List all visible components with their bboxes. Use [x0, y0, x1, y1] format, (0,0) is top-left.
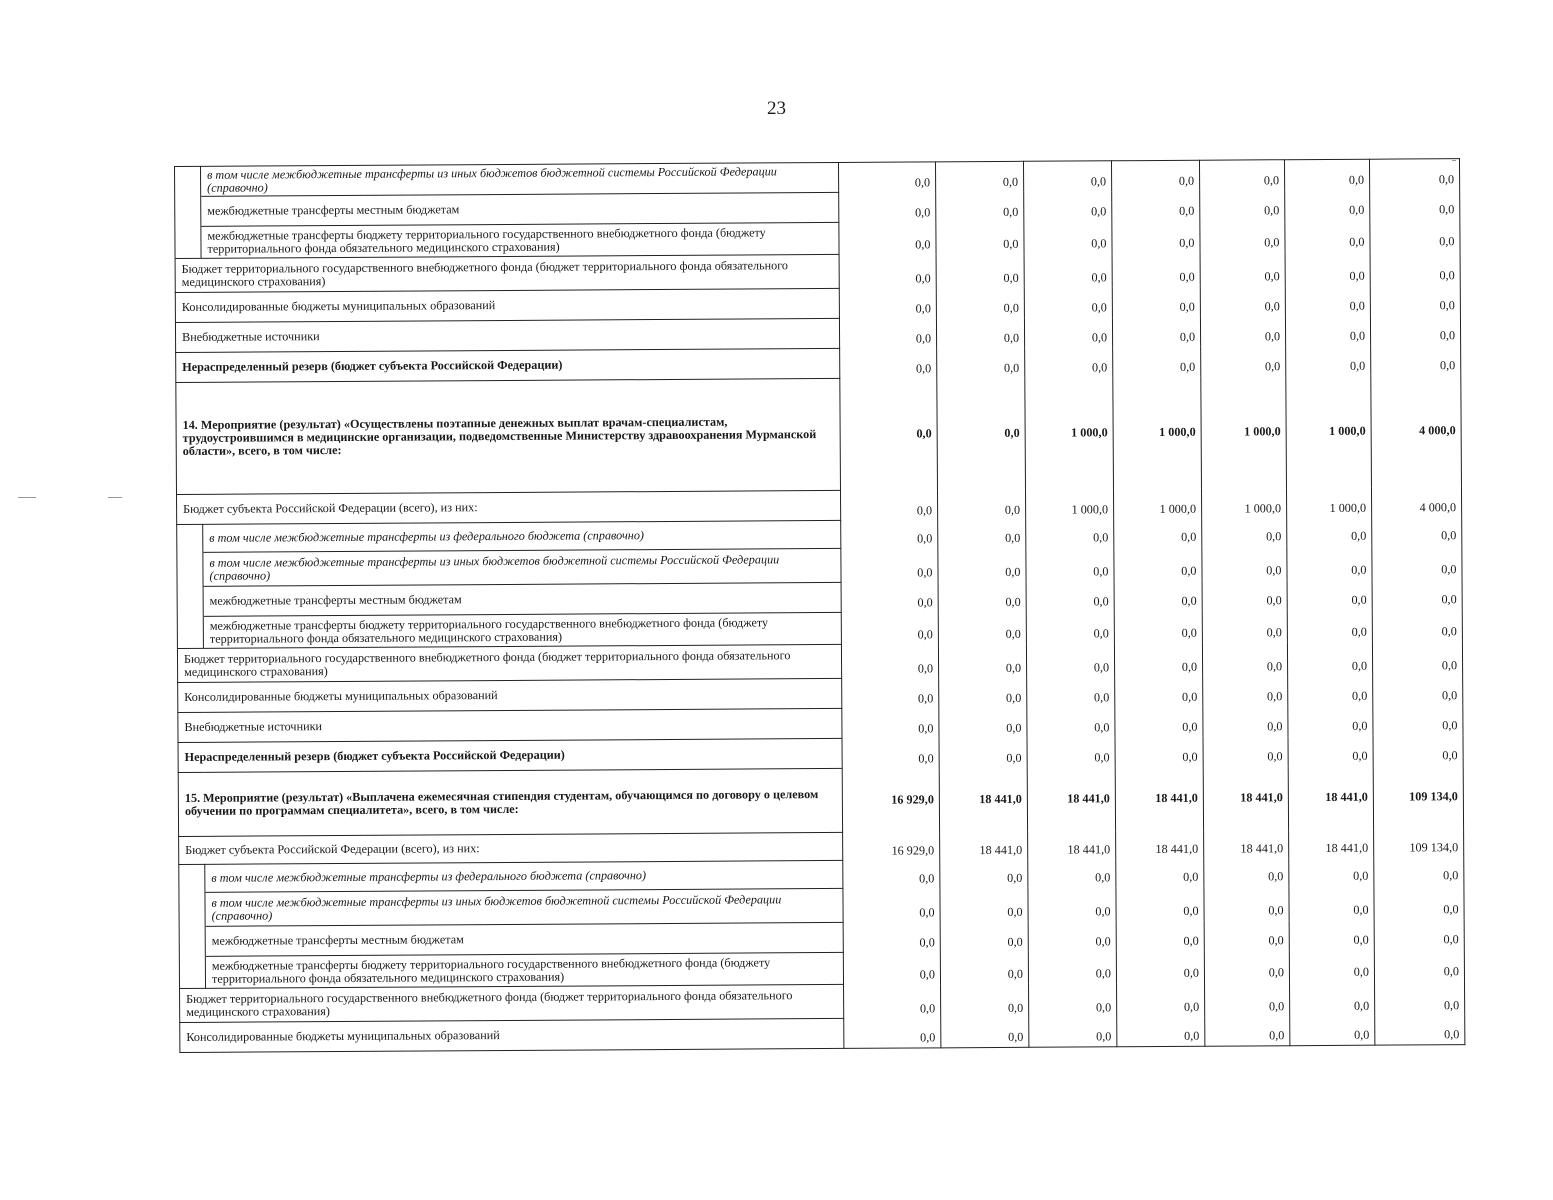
value-cell: 0,0 [1369, 159, 1459, 190]
value-cell: 0,0 [940, 951, 1028, 984]
value-cell: 0,0 [1115, 736, 1203, 767]
value-cell: 18 441,0 [1116, 830, 1204, 859]
value-cell: 0,0 [1026, 581, 1114, 612]
value-cell: 0,0 [1204, 858, 1289, 887]
value-cell: 1 000,0 [1113, 488, 1201, 519]
value-cell: 0,0 [1026, 547, 1114, 582]
indent-cell [177, 524, 203, 552]
value-cell: 0,0 [1287, 609, 1372, 642]
value-cell: 0,0 [1116, 920, 1204, 951]
value-cell: 0,0 [840, 378, 938, 491]
row-label: в том числе межбюджетные трансферты из иных бюджетов бюджетной системы Российской Федерации (справочно) [203, 548, 841, 586]
row-label: Нераспределенный резерв (бюджет субъекта Российской Федерации) [178, 738, 842, 772]
value-cell: 18 441,0 [1289, 829, 1374, 858]
value-cell: 0,0 [1024, 253, 1112, 288]
value-cell: 0,0 [841, 644, 938, 679]
value-cell: 0,0 [1204, 886, 1289, 921]
row-label: межбюджетные трансферты местным бюджетам [201, 192, 839, 226]
value-cell: 0,0 [842, 708, 939, 739]
value-cell: 0,0 [1373, 735, 1463, 766]
value-cell: 18 441,0 [1115, 766, 1203, 831]
value-cell: 0,0 [1027, 677, 1115, 708]
value-cell: 0,0 [936, 317, 1024, 348]
row-label: Бюджет субъекта Российской Федерации (всего), из них: [177, 490, 841, 524]
value-cell: 0,0 [1200, 316, 1285, 347]
budget-table [174, 158, 1465, 1053]
value-cell: 0,0 [1204, 920, 1289, 951]
row-label: в том числе межбюджетные трансферты из иных бюджетов бюджетной системы Российской Федерации (справочно) [201, 162, 839, 196]
row-label: в том числе межбюджетные трансферты из федерального бюджета (справочно) [205, 860, 843, 892]
value-cell: 0,0 [938, 547, 1026, 582]
value-cell: 0,0 [937, 489, 1025, 520]
row-label: Бюджет территориального государственного внебюджетного фонда (бюджет территориального фонда обязательного медицинского страхования) [175, 254, 839, 292]
value-cell: 0,0 [1289, 949, 1374, 982]
margin-mark [108, 497, 122, 498]
value-cell: 0,0 [840, 348, 937, 379]
value-cell: 0,0 [1288, 675, 1373, 706]
value-cell: 0,0 [940, 921, 1028, 952]
value-cell: 0,0 [1112, 316, 1200, 347]
value-cell: 0,0 [1289, 857, 1374, 886]
value-cell: 0,0 [1285, 315, 1370, 346]
value-cell: 0,0 [1024, 317, 1112, 348]
value-cell: 0,0 [841, 582, 938, 613]
value-cell: 0,0 [1200, 190, 1285, 221]
value-cell: 0,0 [938, 643, 1026, 678]
value-cell: 0,0 [844, 984, 941, 1019]
value-cell: 0,0 [1111, 160, 1199, 191]
value-cell: 0,0 [1375, 981, 1465, 1016]
value-cell: 0,0 [1374, 949, 1464, 982]
value-cell: 0,0 [1288, 735, 1373, 766]
value-cell: 0,0 [1288, 705, 1373, 736]
value-cell: 0,0 [843, 922, 940, 953]
value-cell: 0,0 [840, 490, 937, 521]
value-cell: 0,0 [1285, 251, 1370, 286]
value-cell: 0,0 [1290, 1015, 1375, 1046]
value-cell: 0,0 [1024, 191, 1112, 222]
row-label: Бюджет субъекта Российской Федерации (всего), из них: [179, 832, 843, 864]
value-cell: 0,0 [1112, 252, 1200, 287]
indent-cell [177, 552, 203, 586]
value-cell: 0,0 [1024, 221, 1112, 254]
value-cell: 0,0 [1289, 919, 1374, 950]
value-cell: 0,0 [1023, 161, 1111, 192]
value-cell: 0,0 [1116, 886, 1204, 921]
value-cell: 0,0 [1287, 579, 1372, 610]
value-cell: 109 134,0 [1373, 765, 1463, 830]
value-cell: 0,0 [941, 983, 1029, 1018]
value-cell: 0,0 [938, 519, 1026, 548]
row-label: межбюджетные трансферты бюджету территориального государственного внебюджетного фонда (бюджету территориального фонда обязательного медицинского страхования) [203, 612, 841, 648]
value-cell: 0,0 [1115, 706, 1203, 737]
value-cell: 0,0 [1375, 1015, 1465, 1046]
value-cell: 0,0 [1117, 1016, 1205, 1047]
row-label: Нераспределенный резерв (бюджет субъекта Российской Федерации) [176, 348, 840, 382]
value-cell: 0,0 [1202, 580, 1287, 611]
value-cell: 4 000,0 [1371, 487, 1461, 518]
value-cell: 0,0 [842, 678, 939, 709]
value-cell: 0,0 [1285, 219, 1370, 252]
value-cell: 0,0 [1114, 610, 1202, 643]
value-cell: 0,0 [1199, 160, 1284, 191]
value-cell: 0,0 [1024, 287, 1112, 318]
value-cell: 0,0 [841, 520, 938, 549]
row-label: Консолидированные бюджеты муниципальных образований [180, 1018, 844, 1052]
row-label: межбюджетные трансферты бюджету территориального государственного внебюджетного фонда (бюджету территориального фонда обязательного медицинского страхования) [205, 952, 843, 988]
table-row [178, 765, 1463, 837]
value-cell: 0,0 [1112, 220, 1200, 253]
value-cell: 0,0 [839, 222, 936, 255]
value-cell: 1 000,0 [1025, 377, 1114, 490]
value-cell: 0,0 [1203, 706, 1288, 737]
value-cell: 0,0 [940, 887, 1028, 922]
value-cell: 0,0 [1202, 642, 1287, 677]
value-cell: 0,0 [1026, 611, 1114, 644]
value-cell: 0,0 [1372, 517, 1462, 546]
value-cell: 0,0 [1370, 219, 1460, 252]
row-label: Бюджет территориального государственного внебюджетного фонда (бюджет территориального фонда обязательного медицинского страхования) [180, 984, 844, 1022]
value-cell: 0,0 [842, 738, 939, 769]
value-cell: 0,0 [1026, 519, 1114, 548]
value-cell: 0,0 [1370, 189, 1460, 220]
value-cell: 0,0 [1114, 580, 1202, 611]
value-cell: 1 000,0 [1286, 375, 1372, 488]
value-cell: 1 000,0 [1201, 376, 1287, 489]
value-cell: 0,0 [1200, 286, 1285, 317]
indent-cell [177, 616, 203, 648]
row-label: в том числе межбюджетные трансферты из иных бюджетов бюджетной системы Российской Федерации (справочно) [205, 888, 843, 926]
row-label: межбюджетные трансферты местным бюджетам [203, 582, 841, 616]
value-cell: 0,0 [1372, 579, 1462, 610]
row-label: Внебюджетные источники [178, 708, 842, 742]
indent-cell [175, 166, 201, 196]
value-cell: 0,0 [1372, 545, 1462, 580]
row-label: в том числе межбюджетные трансферты из федерального бюджета (справочно) [203, 520, 841, 552]
value-cell: 0,0 [1287, 641, 1372, 676]
value-cell: 0,0 [939, 737, 1027, 768]
value-cell: 0,0 [1027, 737, 1115, 768]
value-cell: 0,0 [839, 318, 936, 349]
value-cell: 16 929,0 [843, 832, 940, 861]
value-cell: 0,0 [843, 860, 940, 889]
value-cell: 0,0 [1026, 643, 1114, 678]
value-cell: 0,0 [1287, 545, 1372, 580]
margin-mark [18, 497, 36, 498]
value-cell: 0,0 [1285, 189, 1370, 220]
value-cell: 0,0 [1372, 609, 1462, 642]
row-label: 14. Мероприятие (результат) «Осуществлены поэтапные денежных выплат врачам-специалистам, трудоустроившимся в медицинские организации, подведомственные Министерству здравоохранения Мурманской области», всего, в том числе: [176, 378, 841, 494]
value-cell: 0,0 [839, 192, 936, 223]
value-cell: 0,0 [1116, 858, 1204, 887]
page-number: 23 [767, 98, 786, 119]
value-cell: 0,0 [1200, 220, 1285, 253]
value-cell: 0,0 [841, 548, 938, 583]
value-cell: 0,0 [1115, 676, 1203, 707]
value-cell: 0,0 [1112, 286, 1200, 317]
row-label: 15. Мероприятие (результат) «Выплачена ежемесячная стипендия студентам, обучающимся по договору о целевом обучении по программам специалитета», всего, в том числе: [178, 768, 842, 836]
value-cell: 0,0 [843, 952, 940, 985]
value-cell: 18 441,0 [1288, 765, 1373, 830]
value-cell: 1 000,0 [1025, 489, 1113, 520]
value-cell: 0,0 [1114, 642, 1202, 677]
value-cell: 0,0 [1028, 921, 1116, 952]
value-cell: 0,0 [1114, 518, 1202, 547]
value-cell: 0,0 [1028, 951, 1116, 984]
value-cell: 0,0 [1370, 285, 1460, 316]
value-cell: 0,0 [843, 888, 940, 923]
value-cell: 0,0 [1374, 857, 1464, 886]
value-cell: 0,0 [1373, 675, 1463, 706]
indent-cell [177, 586, 203, 616]
budget-table-sheet [174, 158, 1464, 1053]
value-cell: 18 441,0 [1203, 766, 1288, 831]
value-cell: 0,0 [844, 1018, 941, 1049]
value-cell: 18 441,0 [940, 831, 1028, 860]
value-cell: 0,0 [1112, 190, 1200, 221]
value-cell: 0,0 [1200, 252, 1285, 287]
value-cell: 0,0 [1028, 887, 1116, 922]
value-cell: 0,0 [1028, 859, 1116, 888]
value-cell: 0,0 [938, 581, 1026, 612]
value-cell: 0,0 [1374, 885, 1464, 920]
value-cell: 0,0 [1286, 345, 1371, 376]
value-cell: 0,0 [1370, 251, 1460, 286]
row-label: межбюджетные трансферты местным бюджетам [205, 922, 843, 956]
value-cell: 0,0 [1287, 517, 1372, 546]
value-cell: 0,0 [1114, 546, 1202, 581]
value-cell: 0,0 [939, 677, 1027, 708]
value-cell: 0,0 [941, 1017, 1029, 1048]
value-cell: 0,0 [1116, 950, 1204, 983]
value-cell: 0,0 [838, 162, 935, 193]
value-cell: 0,0 [1029, 983, 1117, 1018]
value-cell: 0,0 [1113, 346, 1201, 377]
value-cell: 1 000,0 [1201, 488, 1286, 519]
value-cell: 0,0 [1285, 285, 1370, 316]
value-cell: 0,0 [936, 221, 1024, 254]
indent-cell [175, 196, 201, 226]
value-cell: 0,0 [1025, 347, 1113, 378]
value-cell: 4 000,0 [1371, 375, 1462, 488]
value-cell: 0,0 [936, 287, 1024, 318]
indent-cell [175, 226, 201, 258]
value-cell: 0,0 [1117, 982, 1205, 1017]
value-cell: 0,0 [1372, 641, 1462, 676]
value-cell: 109 134,0 [1374, 829, 1464, 858]
value-cell: 0,0 [1204, 950, 1289, 983]
value-cell: 0,0 [935, 161, 1023, 192]
value-cell: 0,0 [938, 611, 1026, 644]
value-cell: 0,0 [1290, 981, 1375, 1016]
value-cell: 18 441,0 [1204, 830, 1289, 859]
row-label: Внебюджетные источники [175, 318, 839, 352]
indent-cell [179, 956, 205, 988]
indent-cell [179, 926, 205, 956]
value-cell: 18 441,0 [1027, 767, 1115, 832]
value-cell: 0,0 [940, 859, 1028, 888]
value-cell: 0,0 [839, 254, 936, 289]
value-cell: 0,0 [1284, 159, 1369, 190]
value-cell: 0,0 [1374, 919, 1464, 950]
value-cell: 18 441,0 [1028, 831, 1116, 860]
value-cell: 0,0 [1203, 736, 1288, 767]
margin-mark [1452, 160, 1456, 161]
value-cell: 1 000,0 [1113, 376, 1202, 489]
row-label: Консолидированные бюджеты муниципальных образований [178, 678, 842, 712]
value-cell: 1 000,0 [1286, 487, 1371, 518]
row-label: Консолидированные бюджеты муниципальных образований [175, 288, 839, 322]
value-cell: 0,0 [1205, 982, 1290, 1017]
value-cell: 0,0 [1202, 518, 1287, 547]
value-cell: 16 929,0 [842, 768, 939, 833]
value-cell: 0,0 [939, 707, 1027, 738]
value-cell: 0,0 [936, 253, 1024, 288]
value-cell: 0,0 [1289, 885, 1374, 920]
value-cell: 0,0 [1029, 1017, 1117, 1048]
value-cell: 0,0 [1201, 346, 1286, 377]
value-cell: 18 441,0 [939, 767, 1027, 832]
table-row [176, 375, 1462, 495]
row-label: межбюджетные трансферты бюджету территориального государственного внебюджетного фонда (бюджету территориального фонда обязательного медицинского страхования) [201, 222, 839, 258]
value-cell: 0,0 [1371, 345, 1461, 376]
value-cell: 0,0 [1205, 1016, 1290, 1047]
value-cell: 0,0 [1370, 315, 1460, 346]
value-cell: 0,0 [839, 288, 936, 319]
value-cell: 0,0 [936, 191, 1024, 222]
indent-cell [179, 892, 205, 926]
value-cell: 0,0 [937, 347, 1025, 378]
value-cell: 0,0 [1203, 676, 1288, 707]
value-cell: 0,0 [1202, 610, 1287, 643]
indent-cell [179, 864, 205, 892]
value-cell: 0,0 [1373, 705, 1463, 736]
value-cell: 0,0 [937, 377, 1026, 490]
row-label: Бюджет территориального государственного внебюджетного фонда (бюджет территориального фонда обязательного медицинского страхования) [177, 644, 841, 682]
value-cell: 0,0 [1027, 707, 1115, 738]
value-cell: 0,0 [841, 612, 938, 645]
value-cell: 0,0 [1202, 546, 1287, 581]
